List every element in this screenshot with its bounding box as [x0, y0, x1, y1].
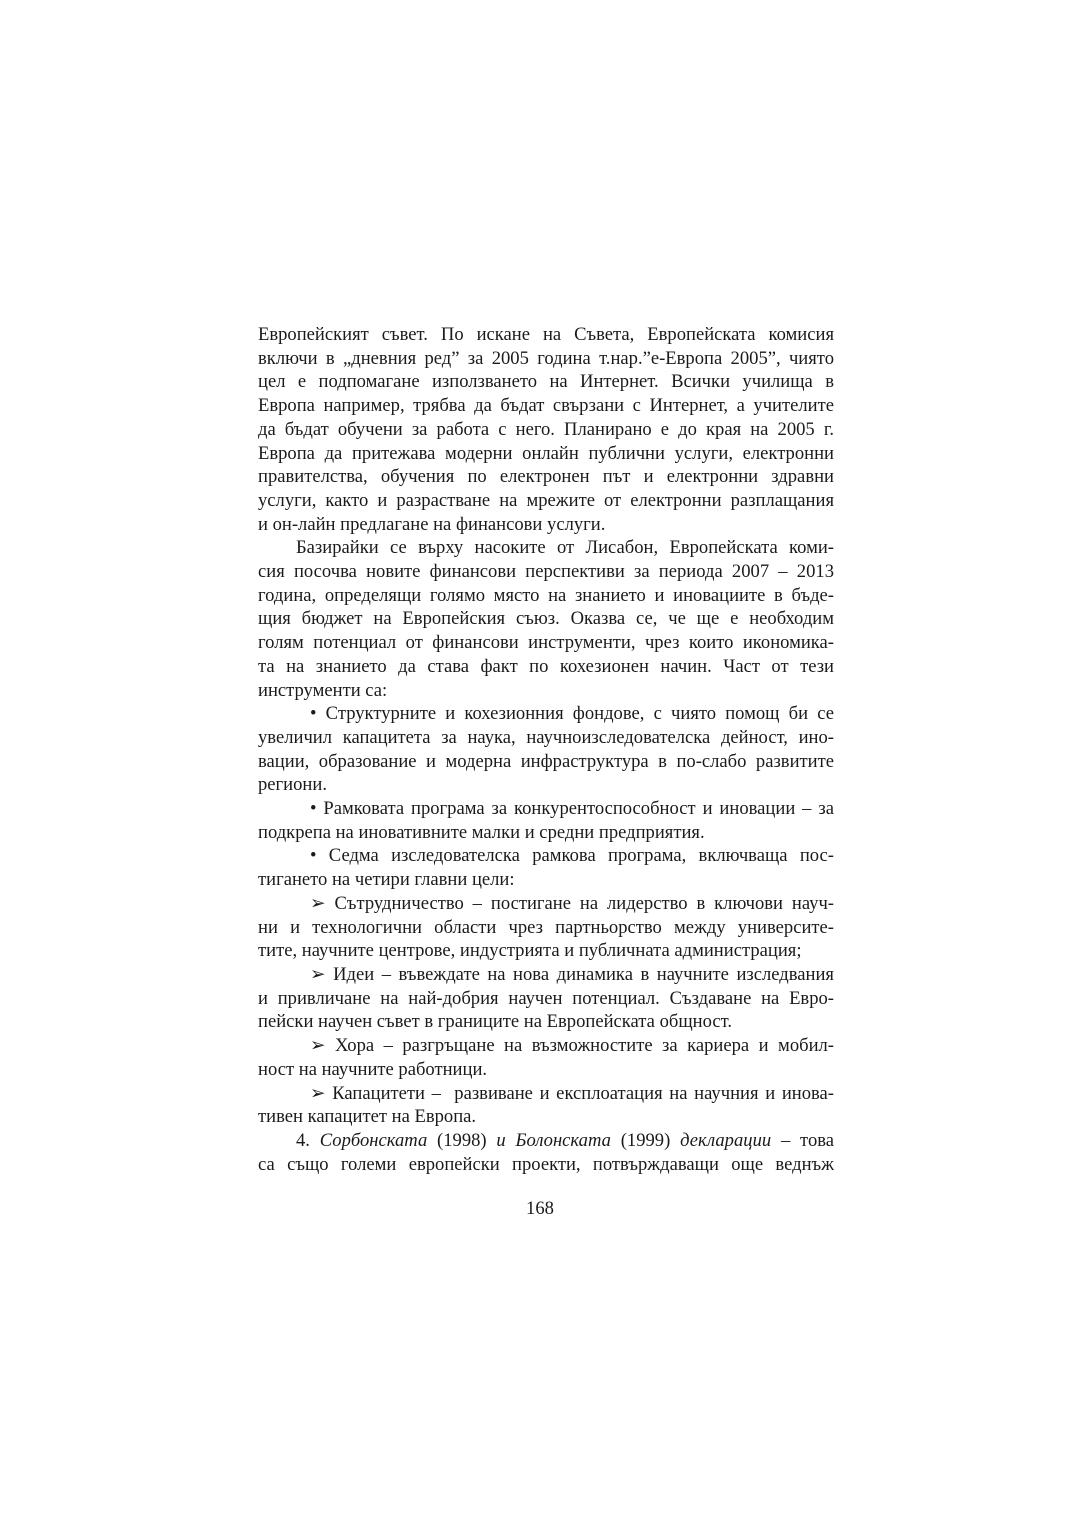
text-line: ➢ Хора – разгръщане на възможностите за кариера и мобил- [310, 1035, 834, 1057]
text-line: са също големи европейски проекти, потвърждаващи още веднъж [258, 1153, 834, 1175]
text-line: и привличане на най-добрия научен потенциал. Създаване на Евро- [258, 987, 834, 1009]
text-line: сия посочва новите финансови перспективи за периода 2007 – 2013 [258, 561, 834, 583]
text-line: тигането на четири главни цели: [258, 869, 515, 891]
text-line: увеличил капацитета за наука, научноизследователска дейност, ино- [258, 726, 834, 748]
text-line: пейски научен съвет в границите на Европейската общност. [258, 1011, 732, 1033]
text-line: ➢ Идеи – въвеждате на нова динамика в научните изследвания [310, 963, 834, 985]
text-line: тите, научните центрове, индустрията и публичната администрация; [258, 940, 802, 962]
text-line: • Структурните и кохезионния фондове, с чиято помощ би се [310, 703, 834, 725]
text-line: • Рамковата програма за конкурентоспособност и иновации – за [310, 798, 834, 820]
text-line: щия бюджет на Европейския съюз. Оказва се, че ще е необходим [258, 608, 834, 630]
text-line: Европа да притежава модерни онлайн публични услуги, електронни [258, 442, 834, 464]
special-italic-2: и Болонската [496, 1129, 611, 1151]
text-line: ➢ Капацитети – развиване и експлоатация на научния и инова- [310, 1082, 834, 1104]
text-line: да бъдат обучени за работа с него. Планирано е до края на 2005 г. [258, 418, 834, 440]
text-line: инструменти са: [258, 679, 388, 701]
text-line: ➢ Сътрудничество – постигане на лидерство в ключови науч- [310, 892, 834, 914]
text-line: Европа например, трябва да бъдат свързани с Интернет, а учителите [258, 395, 834, 417]
text-line: голям потенциал от финансови инструменти, чрез които икономика- [258, 632, 834, 654]
special-plain-3: – това [771, 1129, 835, 1151]
text-line: региони. [258, 774, 327, 796]
text-line: вации, образование и модерна инфраструктура в по-слабо развитите [258, 750, 834, 772]
special-italic-3: декларации [680, 1129, 772, 1151]
special-plain-2: (1999) [610, 1129, 681, 1151]
special-num: 4. [296, 1129, 320, 1151]
text-line: ност на научните работници. [258, 1058, 488, 1080]
text-line: правителства, обучения по електронен път и електронни здравни [258, 466, 834, 488]
special-italic-1: Сорбонската [319, 1129, 428, 1151]
text-line: Базирайки се върху насоките от Лисабон, Европейската коми- [296, 537, 834, 559]
text-line: Европейският съвет. По искане на Съвета, Европейската комисия [258, 324, 834, 345]
text-line: включи в „дневния ред” за 2005 година т.нар.”е-Европа 2005”, чиято [258, 347, 834, 369]
body-text [258, 323, 834, 1176]
text-line: ни и технологични области чрез партньорство между университе- [258, 916, 834, 938]
text-line: услуги, както и разрастване на мрежите от електронни разплащания [258, 489, 834, 511]
text-line: тивен капацитет на Европа. [258, 1106, 477, 1128]
text-line: и он-лайн предлагане на финансови услуги. [258, 513, 606, 535]
text-line [258, 1129, 834, 1153]
text-line: • Седма изследователска рамкова програма, включваща пос- [310, 845, 834, 867]
text-line: подкрепа на иновативните малки и средни предприятия. [258, 821, 705, 843]
page-number: 168 [526, 1198, 554, 1219]
text-line: цел е подпомагане използването на Интернет. Всички училища в [258, 371, 834, 393]
text-line: та на знанието да става факт по кохезионен начин. Част от тези [258, 655, 834, 677]
text-line: година, определящи голямо място на знанието и иновациите в бъде- [258, 584, 834, 606]
special-plain-1: (1998) [427, 1129, 497, 1151]
